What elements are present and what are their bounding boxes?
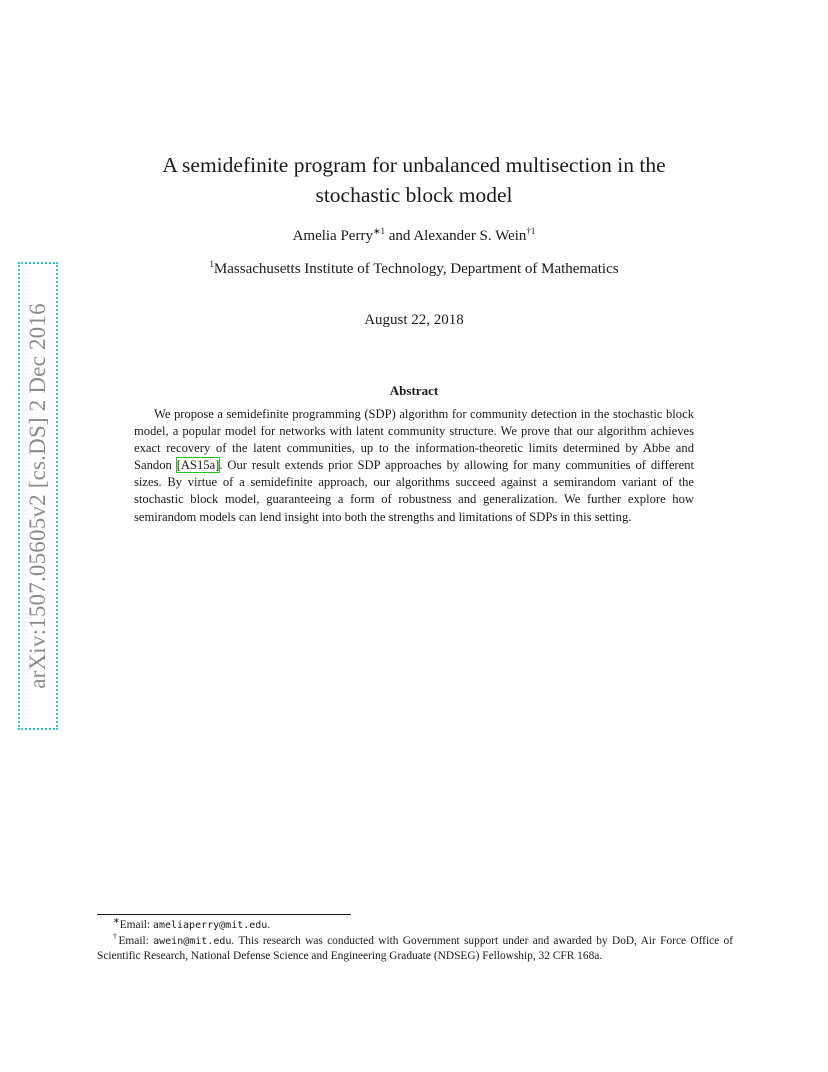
author-mark: †1 bbox=[526, 226, 536, 236]
footnote-text: . This research was conducted with Government support under and awarded by DoD, Air Force Office of Scientific Research, National Defense Science and Engineering Graduate (NDSEG) Fellowship, 32 CFR 168a. bbox=[97, 934, 734, 963]
footnote-label: Email: bbox=[119, 919, 153, 931]
footnote-text: . bbox=[267, 919, 271, 931]
footnote-rule bbox=[97, 914, 351, 915]
footnote-mark: ∗ bbox=[113, 916, 120, 925]
author-conjunction: and bbox=[385, 228, 414, 244]
email-address[interactable]: ameliaperry@mit.edu bbox=[152, 920, 268, 931]
email-address[interactable]: awein@mit.edu bbox=[153, 935, 232, 947]
abstract-heading: Abstract bbox=[389, 383, 439, 398]
author-name: Amelia Perry bbox=[292, 228, 373, 244]
title-line-1: A semidefinite program for unbalanced multisection in the bbox=[162, 153, 666, 177]
affiliation-mark: 1 bbox=[209, 259, 214, 269]
citation-link[interactable]: [AS15a] bbox=[176, 458, 220, 473]
footnote-label: Email: bbox=[118, 934, 154, 947]
abstract-text: We propose a semidefinite programming (SDP) algorithm for community detection in the stochastic block model, a popular model for networks with latent community structure. We prove that our algorithm achieves exact recovery of the latent communities, up to the information-theoretic limits determined by Abbe and Sandon bbox=[134, 407, 694, 473]
footnote-mark: † bbox=[113, 931, 119, 941]
affiliation-text: Massachusetts Institute of Technology, Department of Mathematics bbox=[213, 261, 619, 277]
arxiv-identifier: arXiv:1507.05605v2 [cs.DS] 2 Dec 2016 bbox=[25, 303, 50, 689]
author-name: Alexander S. Wein bbox=[413, 228, 527, 244]
footnote-2 bbox=[97, 931, 734, 965]
affiliation bbox=[120, 261, 708, 278]
author-list bbox=[120, 228, 708, 245]
paper-title bbox=[120, 150, 708, 210]
footnote-1 bbox=[97, 918, 733, 934]
footnotes bbox=[97, 918, 733, 965]
abstract-body bbox=[134, 406, 694, 526]
abstract-text: . Our result extends prior SDP approaches by allowing for many communities of different sizes. By virtue of a semidefinite approach, our algorithms succeed against a semirandom variant of the stochastic block model, guaranteeing a form of robustness and generalization. We further explore how semirandom models can lend insight into both the strengths and limitations of SDPs in this setting. bbox=[134, 458, 694, 524]
paper-date: August 22, 2018 bbox=[364, 312, 464, 328]
title-line-2: stochastic block model bbox=[315, 183, 513, 207]
author-mark: ∗1 bbox=[372, 226, 385, 236]
